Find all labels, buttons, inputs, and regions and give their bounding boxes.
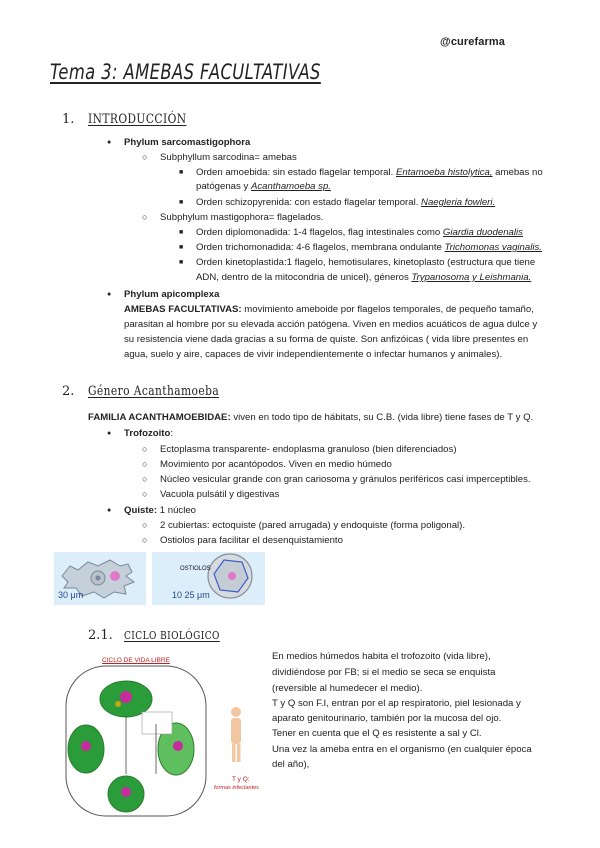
scale-label: 30 μm [58,590,84,600]
bullet-phylum-apicomplexa: ● Phylum apicomplexa [124,288,219,301]
bullet-trofozoito [124,427,173,440]
scale-label: 10 25 μm [172,590,210,600]
text: ADN, dentro de la mitocondria de unicel), géneros [196,272,412,283]
text: movimiento ameboide por flagelos temporales, de pequeño tamaño, [241,304,534,315]
bullet-trofozoito-3: ○ Núcleo vesicular grande con gran cariosoma y gránulos periféricos casi imperceptibles. [160,473,531,486]
brand-handle: @curefarma [440,36,505,48]
species-name: Acanthamoeba sp. [250,181,331,192]
trophozoite-micrograph [54,552,146,605]
text: amebas no [492,167,543,178]
section-2-1-heading [88,628,241,643]
familia-line [88,411,533,424]
bold-term: FAMILIA ACANTHAMOEBIDAE: [88,412,231,423]
bullet-trofozoito-4: ○ Vacuola pulsátil y digestivas [160,488,279,501]
ostiolos-label: OSTIOLOS [180,566,211,572]
bullet-orden-schizopyrenida [196,196,495,209]
bullet-quiste-2: ○ Ostiolos para facilitar el desenquistamiento [160,534,343,547]
bullet-orden-trichomonadida [196,241,542,254]
bullet-subphylum-mastigophora: ○ Subphylum mastigophora= flagelados. [160,211,323,224]
cycle-tq-label: T y Q: [232,776,250,783]
bold-term: AMEBAS FACULTATIVAS: [124,304,242,315]
species-name: Trypanosoma y Leishmania. [411,272,532,283]
section-label: CICLO BIOLÓGICO [124,629,220,642]
page-title: Tema 3: AMEBAS FACULTATIVAS [50,60,321,84]
text: patógenas y [196,181,251,192]
bullet-quiste-1: ○ 2 cubiertas: ectoquiste (pared arrugada) y endoquiste (forma poligonal). [160,519,465,532]
bullet-phylum-sarcomastigophora: ● Phylum sarcomastigophora [124,136,250,149]
text: 1 núcleo [157,505,196,516]
section-2-heading [62,384,248,399]
species-name: Trichomonas vaginalis. [444,242,542,253]
paragraph-amebas-line-4: agua, suelo y aire, capaces de vivir independientemente o infectar humanos y animales). [124,349,503,360]
bullet-orden-amoebida [196,166,543,179]
cycle-text-3: (reversible al humedecer el medio). [272,683,423,694]
species-name: Giardia duodenalis [442,227,523,238]
cycle-drawing [56,654,266,824]
section-number: 2.1. [88,628,113,643]
section-number: 2. [62,384,75,399]
text: Orden diplomonadida: 1-4 flagelos, flag intestinales como [196,227,443,238]
life-cycle-diagram [56,654,266,824]
cycle-text-8: del año), [272,759,310,770]
cycle-text-2: dividiéndose por FB; si el medio se seca se enquista [272,667,496,678]
cycle-text-6: Tener en cuenta que el Q es resistente a sal y Cl. [272,728,482,739]
text: Orden trichomonadida: 4-6 flagelos, membrana ondulante [196,242,445,253]
cycle-text-7: Una vez la ameba entra en el organismo (en cualquier época [272,744,532,755]
cycle-text-4: T y Q son F.I, entran por el ap respiratorio, piel lesionada y [272,698,521,709]
section-label: INTRODUCCIÓN [88,112,187,127]
bullet-trofozoito-2: ○ Movimiento por acantópodos. Viven en medio húmedo [160,458,392,471]
bullet-quiste [124,504,196,517]
paragraph-amebas-line-3: su resistencia viene dada gracias a su forma de quiste. Son anfizóicas ( vida libre presentes en [124,334,529,345]
cycle-title: CICLO DE VIDA LIBRE [102,657,170,664]
bold-term: Trofozoito [124,428,171,439]
species-name: Entamoeba histolytica, [395,167,493,178]
bold-term: Quiste: [124,505,158,516]
text: : [170,428,174,439]
bullet-trofozoito-1: ○ Ectoplasma transparente- endoplasma granuloso (bien diferenciados) [160,443,457,456]
bullet-orden-diplomonadida [196,226,523,239]
bullet-orden-kinetoplastida-cont [196,271,531,284]
text: Orden amoebida: sin estado flagelar temporal. [196,167,396,178]
text: viven en todo tipo de hábitats, su C.B. (vida libre) tiene fases de T y Q. [230,412,534,423]
cyst-micrograph [152,552,265,605]
cycle-infectantes-label: formas infectantes [214,785,259,791]
section-number: 1. [62,112,75,127]
bullet-orden-kinetoplastida: ■ Orden kinetoplastida:1 flagelo, hemotisulares, kinetoplasto (estructura que tiene [196,256,535,269]
text: Orden schizopyrenida: con estado flagelar temporal. [196,197,422,208]
section-1-heading [62,112,208,127]
paragraph-amebas-line-2: parasitan al hombre por su elevada acción patógena. Viven en medios acuáticos de agua dulce y [124,319,538,330]
cycle-text-1: En medios húmedos habita el trofozoito (vida libre), [272,651,491,662]
bullet-orden-amoebida-cont [196,180,331,193]
species-name: Naegleria fowleri. [421,197,496,208]
paragraph-amebas-line-1 [124,303,534,316]
cycle-text-5: aparato genitourinario, también por la mucosa del ojo. [272,713,502,724]
section-label: Género Acanthamoeba [88,384,220,399]
bullet-subphyllum-sarcodina: ○ Subphyllum sarcodina= amebas [160,151,297,164]
